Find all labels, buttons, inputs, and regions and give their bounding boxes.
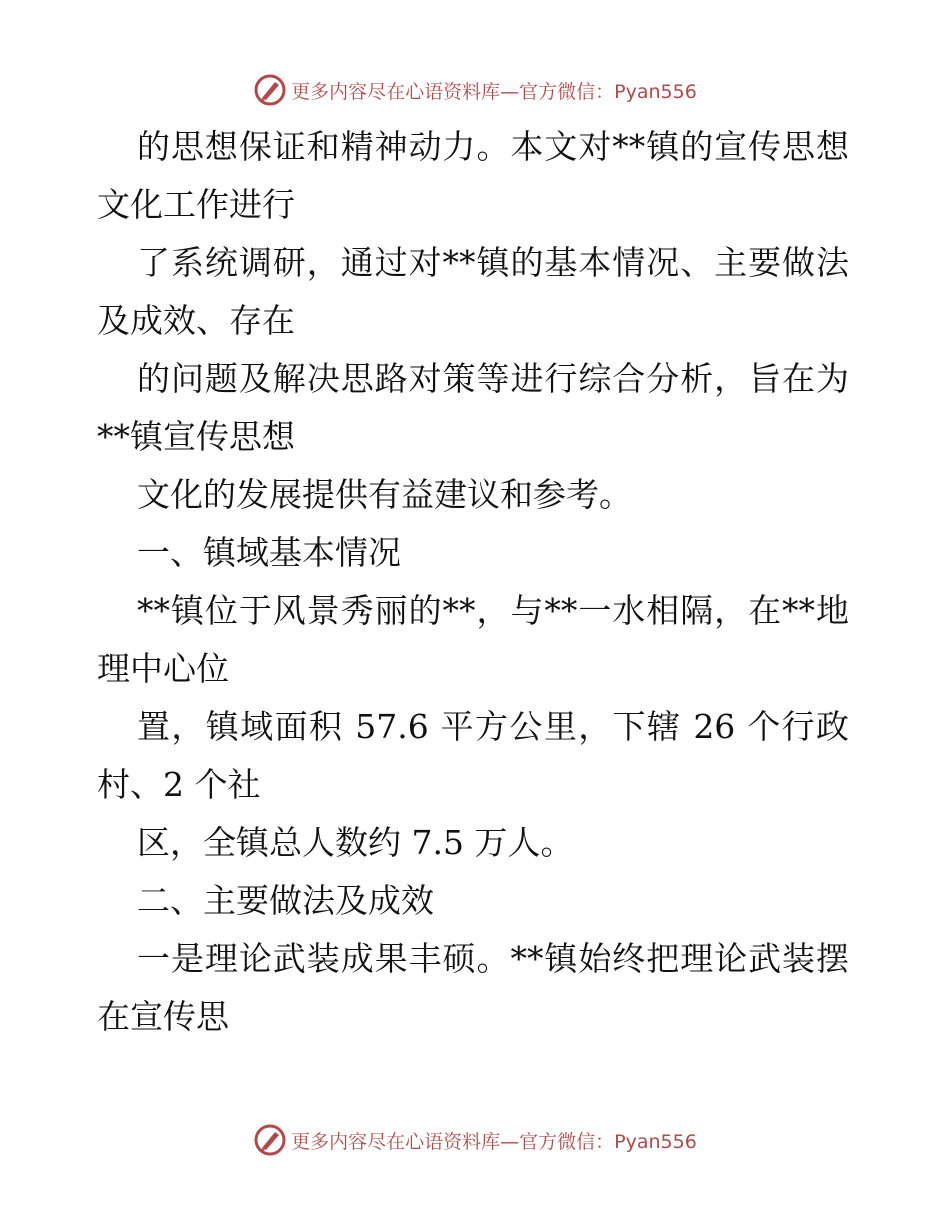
document-body: [97, 118, 857, 1046]
text-line: 一是理论武装成果丰硕。**镇始终把理论武装摆: [137, 939, 849, 978]
footer-watermark: [0, 1120, 950, 1160]
text-line: 区，全镇总人数约 7.5 万人。: [137, 823, 574, 862]
text-line: 文化的发展提供有益建议和参考。: [137, 475, 632, 514]
pen-logo-icon: [253, 1123, 287, 1157]
text-line: **镇宣传思想: [97, 417, 295, 456]
section-heading: 二、主要做法及成效: [137, 881, 434, 920]
text-line: 理中心位: [97, 649, 229, 688]
section-heading: 一、镇域基本情况: [137, 533, 401, 572]
watermark-text: 更多内容尽在心语资料库—官方微信：Pyan556: [291, 1130, 697, 1153]
pen-logo-icon: [253, 73, 287, 107]
header-watermark: [0, 70, 950, 110]
text-line: 的思想保证和精神动力。本文对**镇的宣传思想: [137, 127, 849, 166]
text-line: 的问题及解决思路对策等进行综合分析，旨在为: [137, 359, 849, 398]
text-line: 村、2 个社: [97, 765, 261, 804]
text-line: 在宣传思: [97, 997, 229, 1036]
text-line: 了系统调研，通过对**镇的基本情况、主要做法: [137, 243, 849, 282]
watermark-text: 更多内容尽在心语资料库—官方微信：Pyan556: [291, 80, 697, 103]
text-line: 及成效、存在: [97, 301, 295, 340]
text-line: 文化工作进行: [97, 185, 295, 224]
text-line: 置，镇域面积 57.6 平方公里，下辖 26 个行政: [137, 707, 849, 746]
text-line: **镇位于风景秀丽的**，与**一水相隔，在**地: [137, 591, 849, 630]
